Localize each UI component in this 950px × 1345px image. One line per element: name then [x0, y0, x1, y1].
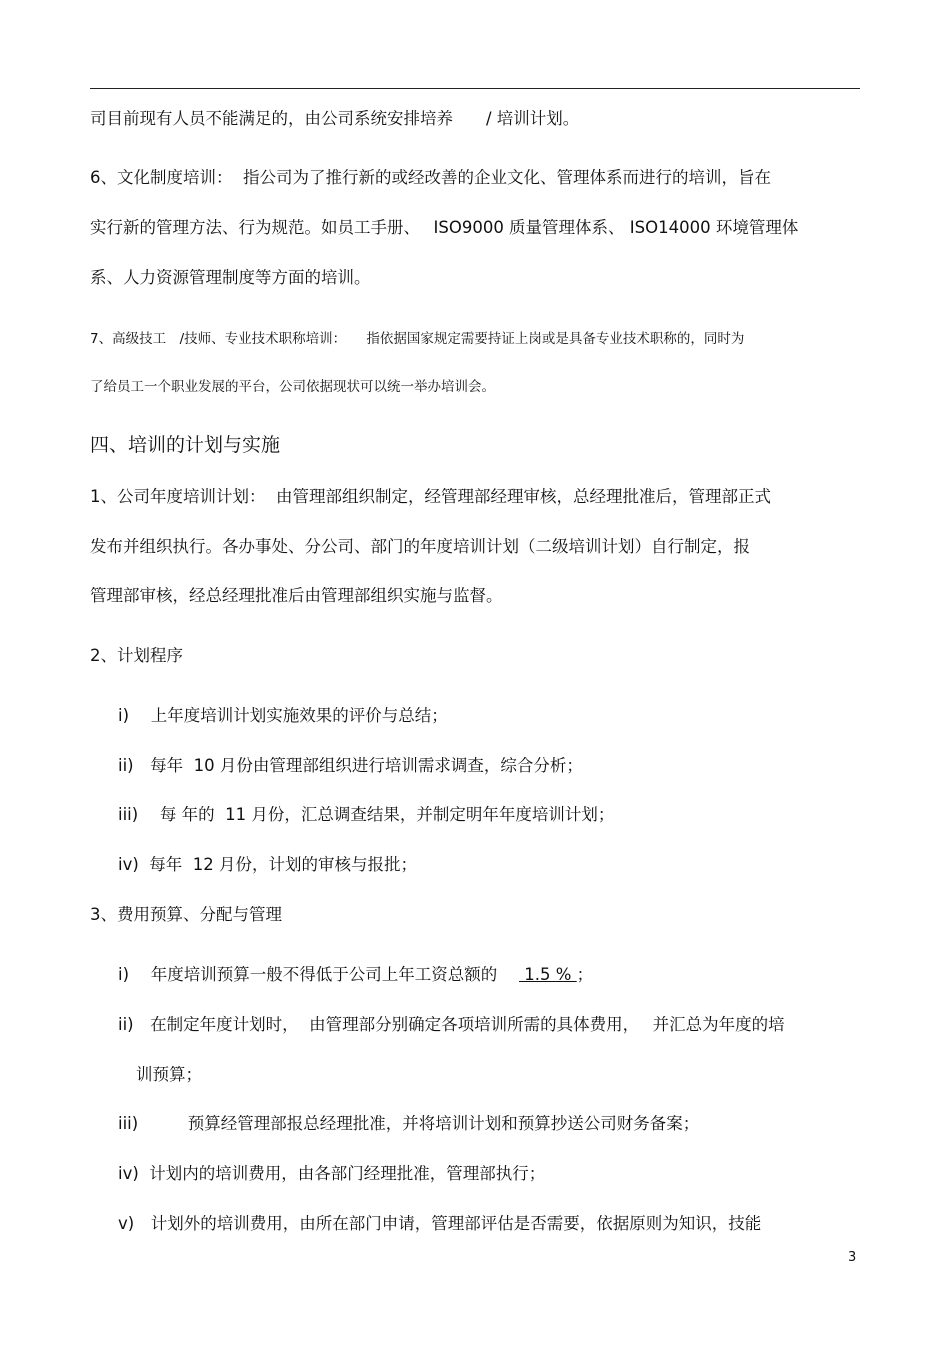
- header-rule: [90, 88, 860, 89]
- list-item: iii) 每 年的 11 月份，汇总调查结果，并制定明年年度培训计划；: [118, 805, 615, 824]
- page-number: 3: [848, 1250, 857, 1265]
- text-line: 3、费用预算、分配与管理: [90, 905, 282, 924]
- text-line: 司目前现有人员不能满足的，由公司系统安排培养 / 培训计划。: [90, 109, 580, 128]
- list-item: v) 计划外的培训费用，由所在部门申请，管理部评估是否需要，依据原则为知识，技能: [118, 1214, 762, 1233]
- list-item: i) 上年度培训计划实施效果的评价与总结；: [118, 706, 448, 725]
- text-line: 系、人力资源管理制度等方面的培训。: [90, 268, 371, 287]
- list-item-text: ；: [576, 965, 594, 984]
- list-item: ii) 在制定年度计划时， 由管理部分别确定各项培训所需的具体费用， 并汇总为年度的培: [118, 1015, 785, 1034]
- list-item: iv) 每年 12 月份，计划的审核与报批；: [118, 855, 418, 874]
- list-item: iii) 预算经管理部报总经理批准，并将培训计划和预算抄送公司财务备案；: [118, 1114, 700, 1133]
- list-item-text: i) 年度培训预算一般不得低于公司上年工资总额的: [118, 965, 520, 984]
- text-line: 2、计划程序: [90, 646, 183, 665]
- text-line: 管理部审核，经总经理批准后由管理部组织实施与监督。: [90, 586, 503, 605]
- list-item: ii) 每年 10 月份由管理部组织进行培训需求调查，综合分析；: [118, 756, 583, 775]
- text-line: 6、文化制度培训： 指公司为了推行新的或经改善的企业文化、管理体系而进行的培训，旨在: [90, 168, 771, 187]
- list-item-continuation: 训预算；: [136, 1065, 202, 1084]
- text-line: 了给员工一个职业发展的平台，公司依据现状可以统一举办培训会。: [90, 379, 495, 395]
- list-item: iv) 计划内的培训费用，由各部门经理批准，管理部执行；: [118, 1164, 546, 1183]
- list-item: [118, 964, 593, 986]
- budget-percentage: 1.5 %: [519, 965, 577, 984]
- text-line: 实行新的管理方法、行为规范。如员工手册、 ISO9000 质量管理体系、 ISO14000 环境管理体: [90, 218, 799, 237]
- text-line: 7、高级技工 /技师、专业技术职称培训： 指依据国家规定需要持证上岗或是具备专业技术职称的，同时为: [90, 331, 745, 347]
- text-line: 发布并组织执行。各办事处、分公司、部门的年度培训计划（二级培训计划）自行制定，报: [90, 537, 750, 556]
- text-line: 1、公司年度培训计划： 由管理部组织制定，经管理部经理审核，总经理批准后，管理部正式: [90, 487, 771, 506]
- section-heading: 四、培训的计划与实施: [90, 434, 281, 456]
